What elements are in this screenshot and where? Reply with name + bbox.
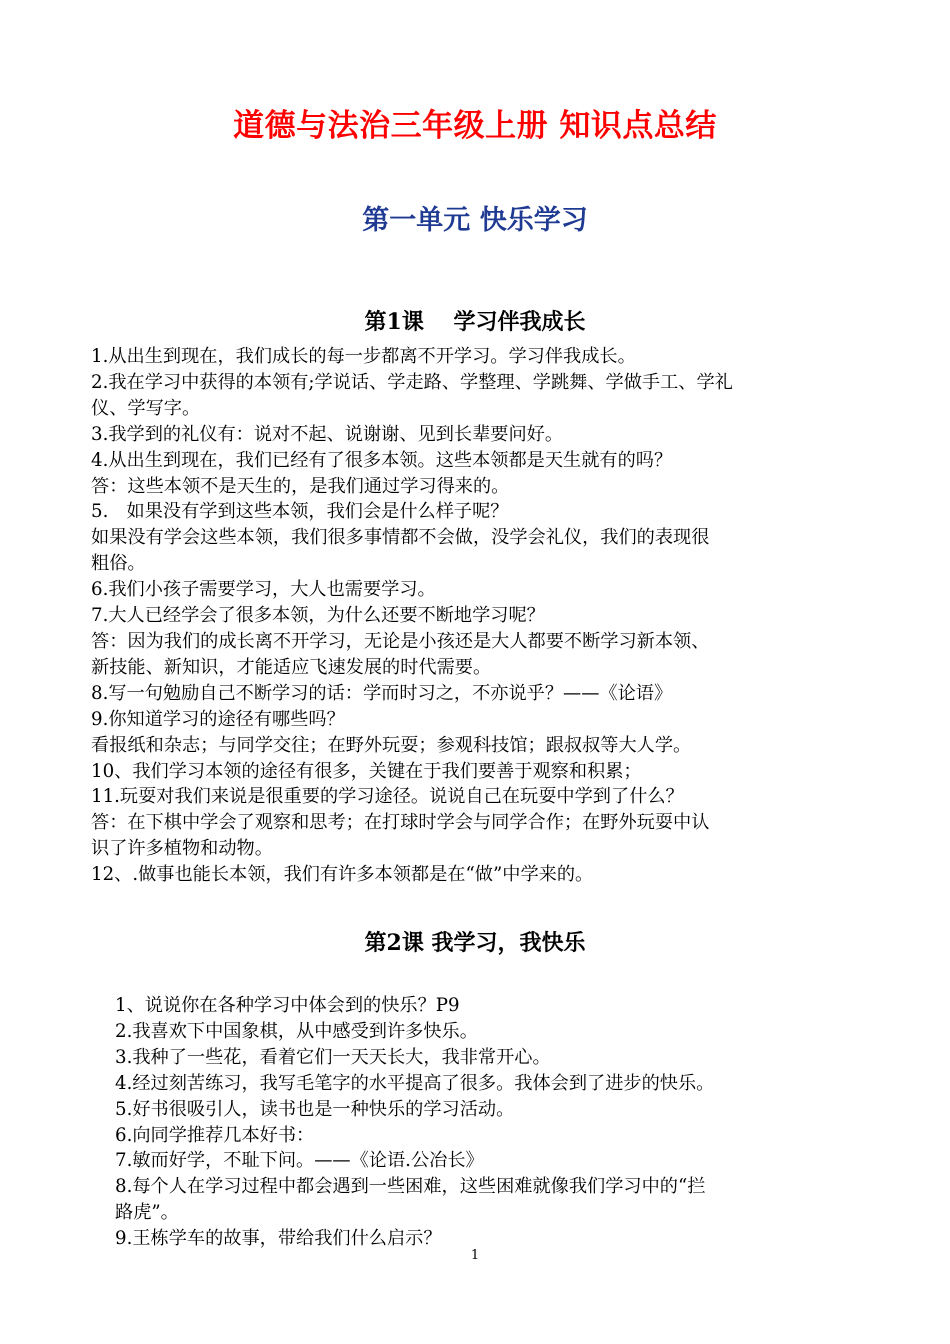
- lesson-1-content: [91, 344, 861, 888]
- document-title: 道德与法治三年级上册 知识点总结: [233, 108, 717, 144]
- text-line: 如果没有学会这些本领，我们很多事情都不会做，没学会礼仪，我们的表现很: [91, 527, 710, 549]
- page-number: 1: [470, 1248, 480, 1263]
- text-line: 答：因为我们的成长离不开学习，无论是小孩还是大人都要不断学习新本领、: [91, 630, 710, 652]
- text-line: 答：在下棋中学会了观察和思考；在打球时学会与同学合作；在野外玩耍中认: [91, 812, 710, 834]
- text-line: 8.写一句勉励自己不断学习的话：学而时习之，不亦说乎？——《论语》: [91, 682, 673, 704]
- text-line: 4.从出生到现在，我们已经有了很多本领。这些本领都是天生就有的吗？: [91, 449, 673, 471]
- text-line: 11.玩耍对我们来说是很重要的学习途径。说说自己在玩耍中学到了什么？: [91, 786, 684, 808]
- text-line: 2.我在学习中获得的本领有;学说话、学走路、学整理、学跳舞、学做手工、学礼: [91, 371, 733, 393]
- text-line: 6.向同学推荐几本好书：: [115, 1124, 315, 1146]
- text-line: 10、我们学习本领的途径有很多，关键在于我们要善于观察和积累；: [91, 760, 642, 782]
- text-line: 仪、学写字。: [91, 397, 201, 419]
- lesson-2-title: 第2课 我学习，我快乐: [364, 930, 586, 956]
- text-line: 7.敏而好学，不耻下问。——《论语.公冶长》: [115, 1150, 484, 1172]
- text-line: 1、说说你在各种学习中体会到的快乐？P9: [115, 995, 460, 1016]
- text-line: 4.经过刻苦练习，我写毛笔字的水平提高了很多。我体会到了进步的快乐。: [115, 1072, 715, 1094]
- text-line: 答：这些本领不是天生的，是我们通过学习得来的。: [91, 475, 510, 497]
- text-line: 5.好书很吸引人，读书也是一种快乐的学习活动。: [115, 1098, 515, 1120]
- text-line: 看报纸和杂志；与同学交往；在野外玩耍；参观科技馆；跟叔叔等大人学。: [91, 734, 692, 756]
- text-line: 12、.做事也能长本领，我们有许多本领都是在“做”中学来的。: [91, 864, 594, 886]
- text-line: 粗俗。: [91, 553, 146, 575]
- lesson-2-content: [115, 993, 861, 1252]
- unit-title: 第一单元 快乐学习: [362, 205, 588, 236]
- text-line: 新技能、新知识，才能适应飞速发展的时代需要。: [91, 656, 492, 678]
- text-line: 2.我喜欢下中国象棋，从中感受到许多快乐。: [115, 1020, 478, 1042]
- text-line: 9.你知道学习的途径有哪些吗？: [91, 708, 345, 730]
- text-line: 8.每个人在学习过程中都会遇到一些困难，这些困难就像我们学习中的“拦: [115, 1176, 706, 1198]
- text-line: 5. 如果没有学到这些本领，我们会是什么样子呢？: [91, 501, 509, 523]
- text-line: 6.我们小孩子需要学习，大人也需要学习。: [91, 579, 436, 601]
- text-line: 路虎”。: [115, 1202, 179, 1224]
- text-line: 识了许多植物和动物。: [91, 838, 273, 860]
- text-line: 7.大人已经学会了很多本领，为什么还要不断地学习呢？: [91, 605, 545, 627]
- text-line: 1.从出生到现在，我们成长的每一步都离不开学习。学习伴我成长。: [91, 346, 636, 367]
- text-line: 3.我种了一些花，看着它们一天天长大，我非常开心。: [115, 1046, 551, 1068]
- text-line: 9.王栋学车的故事，带给我们什么启示？: [115, 1228, 442, 1250]
- text-line: 3.我学到的礼仪有：说对不起、说谢谢、见到长辈要问好。: [91, 423, 564, 445]
- lesson-1-title: 第1课 学习伴我成长: [364, 309, 586, 335]
